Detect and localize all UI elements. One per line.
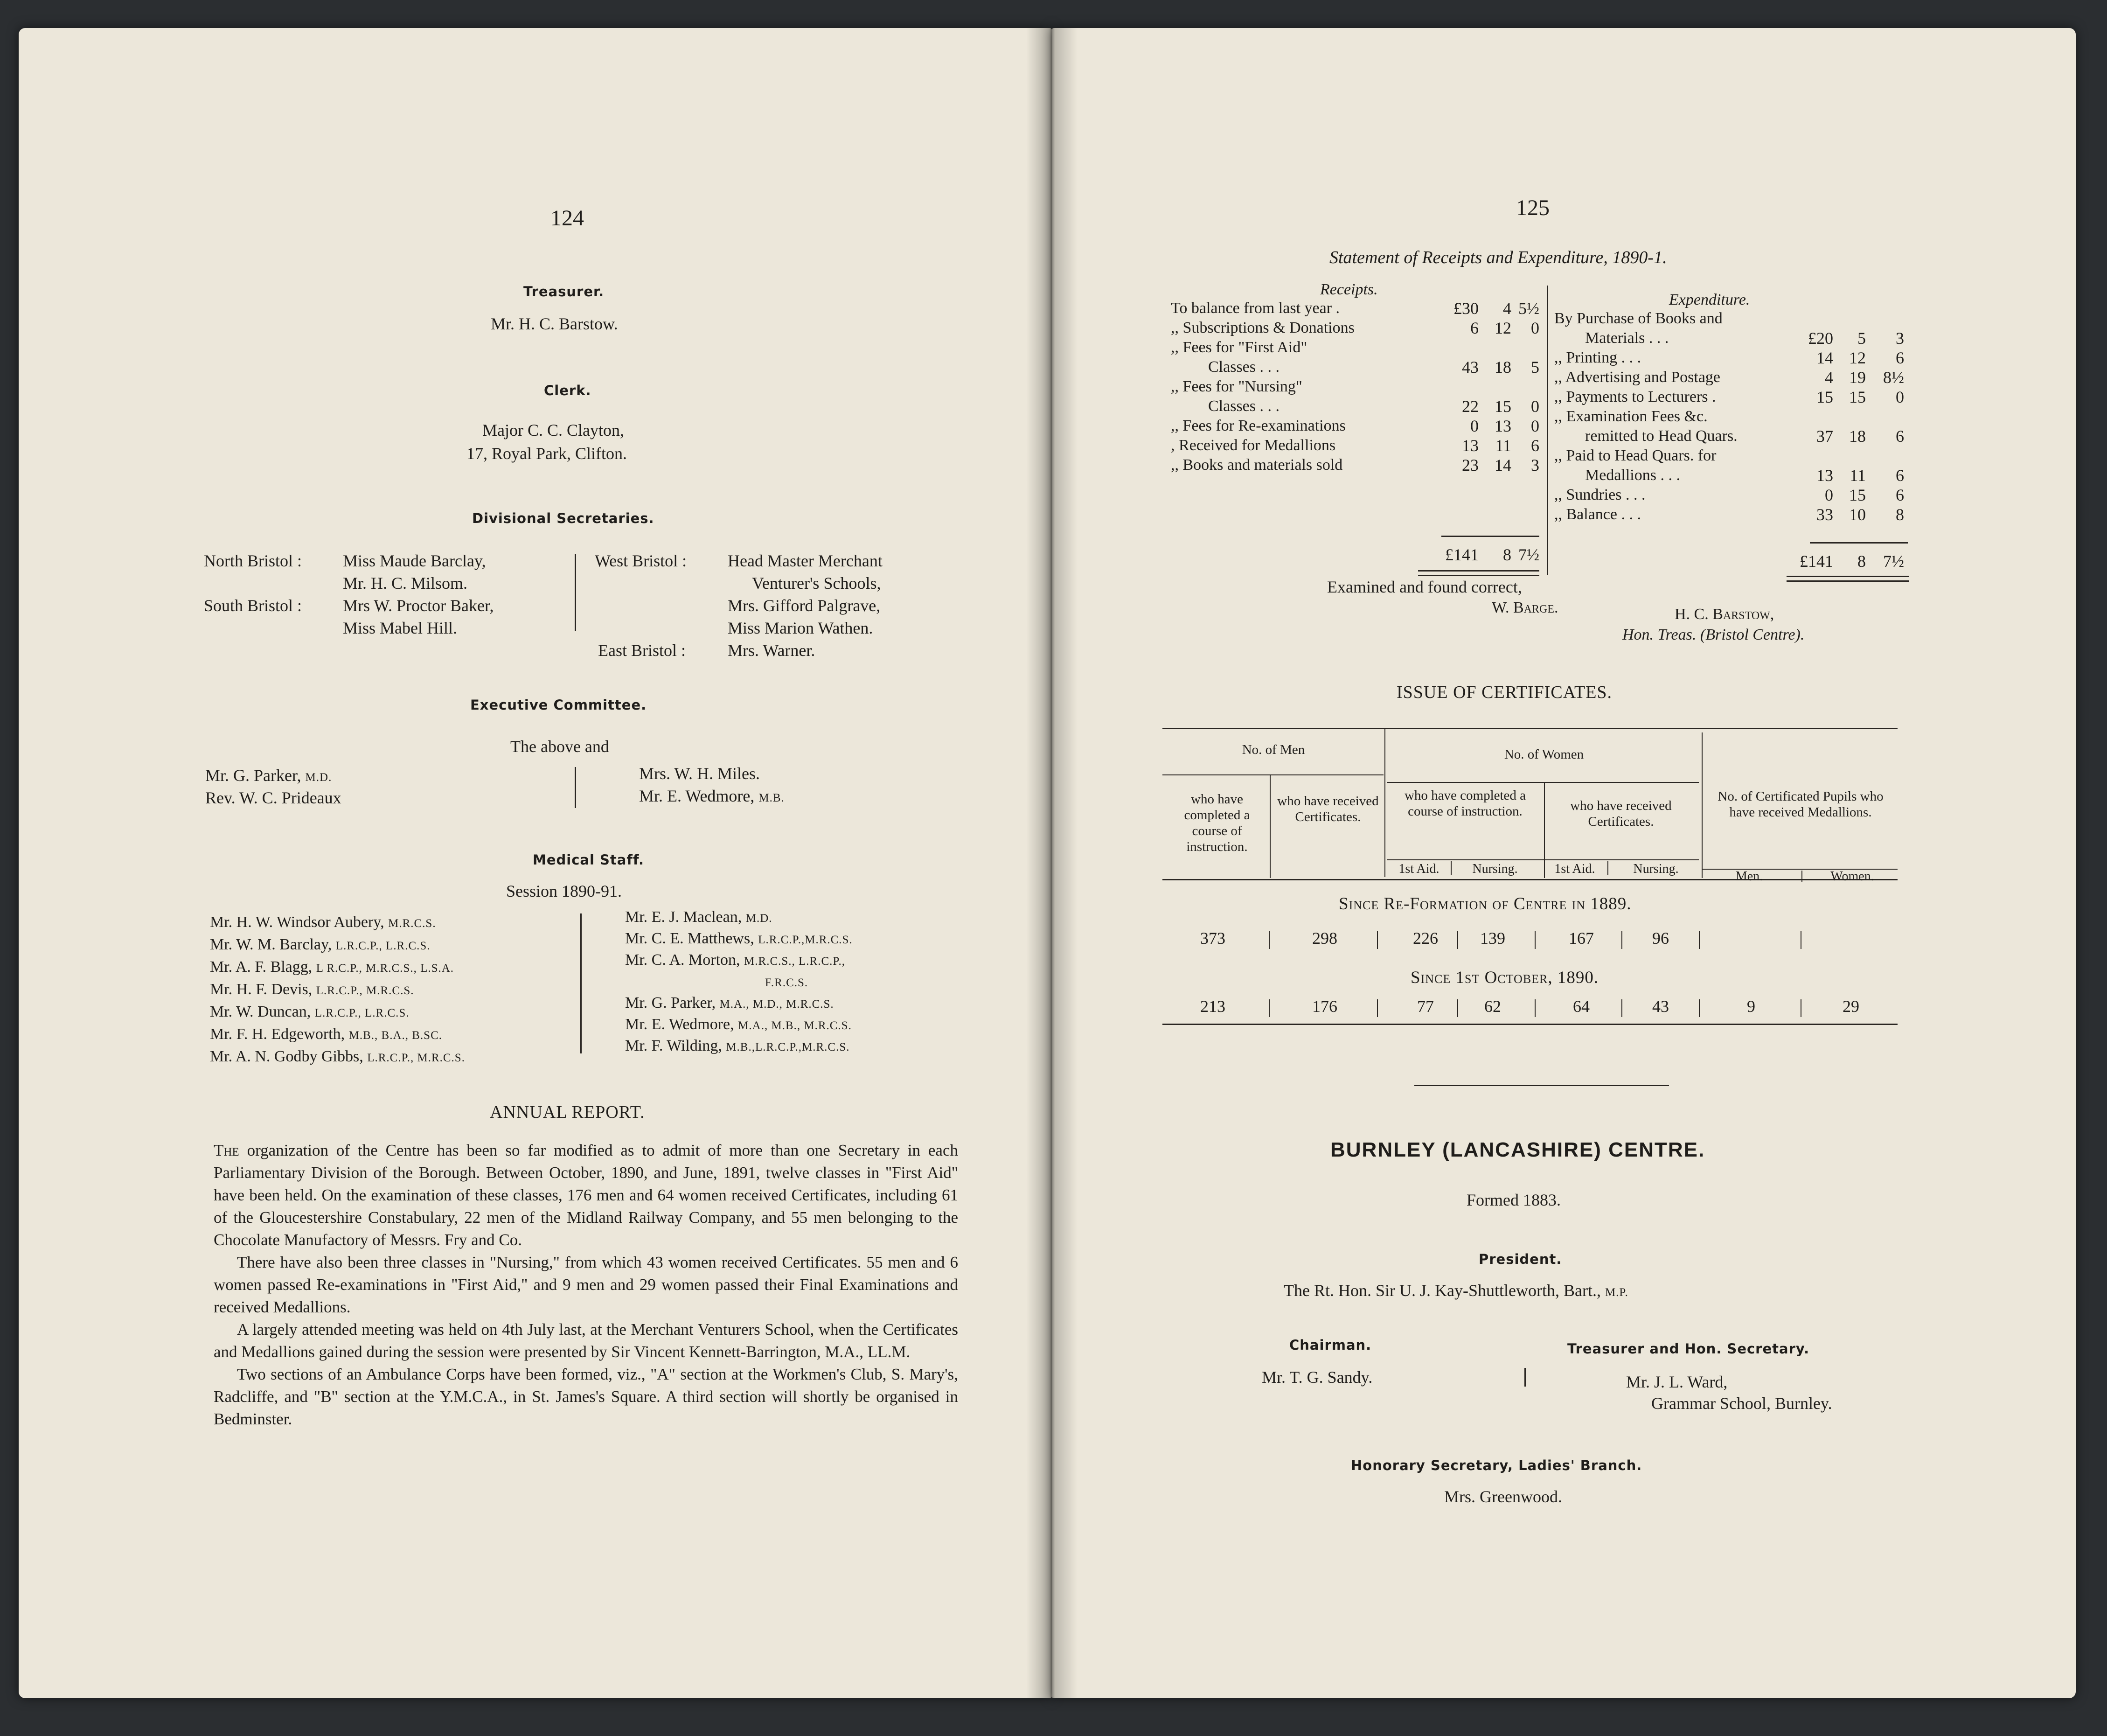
executive-member: Mrs. W. H. Miles. — [639, 764, 760, 783]
ledger-amount-pence: 3 — [1531, 456, 1539, 474]
section-separator — [1414, 1085, 1669, 1086]
report-paragraph: Two sections of an Ambulance Corps have been formed, viz., "A" section at the Workmen's Club, S. Mary's, Radcliffe, and "B" section at the Y.M.C.A., in St. James's Square. A third section will shortly be organised in Bedminster. — [214, 1365, 958, 1428]
period-2-label: Since 1st October, 1890. — [1411, 968, 1599, 987]
receipts-double-rule — [1418, 570, 1539, 572]
treasurer-title: Hon. Treas. (Bristol Centre). — [1622, 626, 1805, 643]
ledger-label: ,, Books and materials sold — [1171, 456, 1343, 474]
ledger-amount-pence: 6 — [1896, 466, 1904, 485]
treasurer-secretary-name: Mr. J. L. Ward, — [1626, 1373, 1728, 1391]
medical-staff-entry: Mr. E. J. Maclean, M.D. — [625, 908, 772, 926]
medical-staff-entry: Mr. A. N. Godby Gibbs, L.R.C.P., M.R.C.S. — [210, 1048, 465, 1065]
clerk-heading: Clerk. — [544, 383, 591, 398]
sub-divider — [1801, 871, 1802, 882]
receipts-heading: Receipts. — [1320, 281, 1378, 298]
cell-divider — [1377, 931, 1378, 949]
ledger-amount-pounds: £30 — [1453, 299, 1479, 318]
west-bristol-label: West Bristol : — [595, 551, 687, 570]
table-cell: 29 — [1843, 997, 1859, 1016]
ledger-amount-shillings: 15 — [1495, 397, 1511, 416]
ledger-label: Materials . . . — [1585, 329, 1669, 347]
burnley-formed: Formed 1883. — [1467, 1191, 1561, 1209]
table-rule — [1162, 1024, 1898, 1025]
ledger-amount-pounds: 23 — [1462, 456, 1479, 474]
medical-left-list — [210, 912, 465, 1068]
col-medallions: No. of Certificated Pupils who have received Medallions. — [1718, 789, 1884, 820]
ledger-label: ,, Sundries . . . — [1554, 486, 1646, 503]
ledger-label: ,, Payments to Lecturers . — [1554, 388, 1716, 405]
ledger-amount-pounds: 43 — [1462, 358, 1479, 376]
clerk-line-1: Major C. C. Clayton, — [482, 421, 624, 439]
ladies-branch-secretary: Mrs. Greenwood. — [1444, 1487, 1562, 1506]
ledger-amount-pounds: £20 — [1808, 329, 1833, 348]
treasurer-name: Mr. H. C. Barstow. — [491, 314, 618, 333]
cell-divider — [1269, 931, 1270, 949]
ledger-amount-pounds: 13 — [1462, 436, 1479, 455]
ledger-amount-shillings: 10 — [1849, 505, 1866, 524]
north-bristol-label: North Bristol : — [204, 551, 302, 570]
medical-right-list — [625, 907, 853, 1057]
president-name: The Rt. Hon. Sir U. J. Kay-Shuttleworth, Bart., M.P. — [1284, 1281, 1628, 1300]
ledger-amount-pounds: 22 — [1462, 397, 1479, 416]
president-heading: President. — [1479, 1251, 1562, 1267]
executive-heading: Executive Committee. — [470, 697, 647, 713]
west-bristol-name-4: Miss Marion Wathen. — [728, 619, 873, 637]
expenditure-rule — [1810, 542, 1908, 544]
ledger-amount-pence: 8½ — [1883, 368, 1904, 387]
ledger-amount-shillings: 18 — [1849, 427, 1866, 446]
ledger-amount-shillings: 4 — [1503, 299, 1511, 318]
sub-medallion-men: Men. — [1735, 869, 1763, 884]
ledger-amount-pence: 0 — [1896, 388, 1904, 406]
ledger-amount-pence: 6 — [1896, 349, 1904, 367]
medical-staff-entry: Mr. C. E. Matthews, L.R.C.P.,M.R.C.S. — [625, 930, 853, 947]
expenditure-heading: Expenditure. — [1669, 291, 1750, 308]
medical-staff-entry: Mr. W. Duncan, L.R.C.P., L.R.C.S. — [210, 1003, 410, 1020]
sub-divider — [1451, 861, 1452, 875]
table-rule — [1162, 774, 1384, 775]
table-cell: 43 — [1652, 997, 1669, 1016]
ledger-amount-pounds: 37 — [1816, 427, 1833, 446]
table-cell: 176 — [1312, 997, 1337, 1016]
ledger-amount-shillings: 11 — [1495, 436, 1511, 455]
table-divider — [1544, 783, 1545, 878]
table-divider — [1702, 732, 1703, 878]
ledger-amount-shillings: 12 — [1495, 319, 1511, 337]
report-paragraph: The organization of the Centre has been so far modified as to admit of more than one Secretary in each Parliamentary Division of the Borough. Between October, 1890, and June, 1891, twelve classes in "First Aid" have been held. On the examination of these classes, 176 men and 64 women received Certificates, including 61 of the Gloucestershire Constabulary, 22 men of the Midland Railway Company, and 55 men belonging to the Chocolate Manufactory of Messrs. Fry and Co. — [214, 1141, 959, 1249]
ledger-amount-pounds: 0 — [1825, 486, 1833, 504]
medical-staff-entry: Mr. A. F. Blagg, L R.C.P., M.R.C.S., L.S.A. — [210, 958, 454, 976]
col-women-completed: who have completed a course of instruction. — [1404, 788, 1526, 819]
medical-heading: Medical Staff. — [533, 852, 645, 868]
ledger-amount-shillings: 15 — [1849, 486, 1866, 504]
receipts-total-pence: 7½ — [1518, 545, 1539, 564]
medical-staff-entry: Mr. H. F. Devis, L.R.C.P., M.R.C.S. — [210, 981, 414, 998]
executive-intro: The above and — [510, 737, 609, 756]
expenditure-double-rule — [1787, 580, 1909, 582]
table-cell: 226 — [1413, 929, 1438, 948]
statement-divider — [1547, 286, 1548, 575]
col-header-women: No. of Women — [1504, 747, 1584, 762]
cell-divider — [1269, 999, 1270, 1017]
cell-divider — [1457, 931, 1458, 949]
examined-note: Examined and found correct, — [1327, 578, 1522, 596]
treasurer-secretary-address: Grammar School, Burnley. — [1651, 1394, 1832, 1413]
ledger-amount-pence: 5½ — [1518, 299, 1539, 318]
ledger-label: ,, Paid to Head Quars. for — [1554, 447, 1717, 464]
medical-divider — [580, 913, 582, 1053]
receipts-rule — [1441, 536, 1539, 537]
west-bristol-name-1: Head Master Merchant — [728, 551, 883, 570]
medical-staff-entry: Mr. F. Wilding, M.B.,L.R.C.P.,M.R.C.S. — [625, 1037, 850, 1054]
south-bristol-name-1: Mrs W. Proctor Baker, — [343, 596, 494, 615]
ledger-label: ,, Fees for Re-examinations — [1171, 417, 1346, 434]
ledger-label: Medallions . . . — [1585, 467, 1680, 484]
period-1-label: Since Re-Formation of Centre in 1889. — [1339, 894, 1632, 913]
cell-divider — [1621, 931, 1622, 949]
ledger-label: ,, Examination Fees &c. — [1554, 408, 1708, 425]
table-cell: 139 — [1480, 929, 1505, 948]
certificates-heading: ISSUE OF CERTIFICATES. — [1397, 683, 1613, 702]
report-paragraph: There have also been three classes in "Nursing," from which 43 women received Certificates. 55 men and 6 women passed Re-examinations in "First Aid," and 9 men and 29 women passed their Final Examinations and received Medallions. — [214, 1253, 958, 1316]
col-men-completed: who have completed a course of instruction. — [1184, 792, 1250, 854]
medical-staff-entry: Mr. F. H. Edgeworth, M.B., B.A., B.SC. — [210, 1025, 442, 1043]
ledger-label: To balance from last year . — [1171, 300, 1340, 317]
south-bristol-label: South Bristol : — [204, 596, 302, 615]
sub-nursing: Nursing. — [1472, 862, 1518, 876]
sub-divider — [1607, 861, 1608, 875]
table-cell: 96 — [1652, 929, 1669, 948]
cell-divider — [1699, 999, 1700, 1017]
clerk-line-2: 17, Royal Park, Clifton. — [466, 444, 627, 463]
ledger-label: ,, Subscriptions & Donations — [1171, 319, 1355, 336]
table-cell: 167 — [1569, 929, 1594, 948]
expenditure-total-shillings: 8 — [1857, 552, 1866, 571]
west-bristol-name-3: Mrs. Gifford Palgrave, — [728, 596, 881, 615]
sub-first-aid: 1st Aid. — [1554, 862, 1595, 876]
col-men-received: who have received Certificates. — [1277, 794, 1379, 824]
south-bristol-name-2: Miss Mabel Hill. — [343, 619, 458, 637]
table-cell: 62 — [1484, 997, 1501, 1016]
receipts-total-pounds: £141 — [1445, 545, 1479, 564]
ledger-label: ,, Balance . . . — [1554, 506, 1641, 523]
receipts-double-rule — [1418, 575, 1539, 576]
ledger-label: remitted to Head Quars. — [1585, 427, 1738, 445]
annual-report-body — [214, 1139, 958, 1430]
ledger-amount-shillings: 5 — [1857, 329, 1866, 348]
ledger-amount-pounds: 14 — [1816, 349, 1833, 367]
ledger-amount-shillings: 12 — [1849, 349, 1866, 367]
medical-staff-entry: Mr. W. M. Barclay, L.R.C.P., L.R.C.S. — [210, 936, 431, 953]
ledger-label: ,, Fees for "Nursing" — [1171, 378, 1302, 395]
ledger-amount-shillings: 13 — [1495, 417, 1511, 435]
col-women-received: who have received Certificates. — [1570, 798, 1672, 829]
treasurer-secretary-heading: Treasurer and Hon. Secretary. — [1567, 1341, 1810, 1357]
cell-divider — [1699, 931, 1700, 949]
cell-divider — [1535, 999, 1536, 1017]
page-number-left: 124 — [550, 206, 584, 230]
north-bristol-name-1: Miss Maude Barclay, — [343, 551, 486, 570]
receipts-total-shillings: 8 — [1503, 545, 1511, 564]
treasurer-signature: H. C. Barstow, — [1675, 606, 1774, 623]
ledger-amount-shillings: 11 — [1850, 466, 1866, 485]
statement-title: Statement of Receipts and Expenditure, 1890-1. — [1329, 248, 1667, 267]
cell-divider — [1535, 931, 1536, 949]
expenditure-total-pence: 7½ — [1883, 552, 1904, 571]
sub-nursing: Nursing. — [1633, 862, 1679, 876]
burnley-title: BURNLEY (LANCASHIRE) CENTRE. — [1330, 1138, 1705, 1161]
ledger-label: , Received for Medallions — [1171, 437, 1336, 454]
cell-divider — [1621, 999, 1622, 1017]
table-cell: 9 — [1747, 997, 1755, 1016]
east-bristol-label: East Bristol : — [598, 641, 686, 660]
executive-member: Rev. W. C. Prideaux — [205, 788, 341, 807]
chairman-heading: Chairman. — [1289, 1337, 1372, 1353]
ledger-label: ,, Advertising and Postage — [1554, 369, 1721, 386]
page-number-right: 125 — [1516, 195, 1550, 220]
north-bristol-name-2: Mr. H. C. Milsom. — [343, 574, 468, 593]
ledger-amount-pence: 3 — [1896, 329, 1904, 348]
table-rule — [1387, 782, 1699, 783]
executive-member: Mr. E. Wedmore, M.B. — [639, 787, 785, 805]
medical-staff-entry: F.R.C.S. — [765, 976, 808, 989]
east-bristol-name: Mrs. Warner. — [728, 641, 815, 660]
executive-member: Mr. G. Parker, M.D. — [205, 766, 332, 785]
medical-staff-entry: Mr. G. Parker, M.A., M.D., M.R.C.S. — [625, 994, 834, 1011]
ledger-amount-pence: 6 — [1896, 486, 1904, 504]
report-paragraph: A largely attended meeting was held on 4th July last, at the Merchant Venturers School, when the Certificates and Medallions gained during the session were presented by Sir Vincent Kennett-Barrington, M.A., LL.M. — [214, 1320, 958, 1361]
ladies-branch-heading: Honorary Secretary, Ladies' Branch. — [1351, 1457, 1642, 1473]
ledger-amount-pounds: 33 — [1816, 505, 1833, 524]
medical-staff-entry: Mr. H. W. Windsor Aubery, M.R.C.S. — [210, 913, 436, 931]
ledger-amount-pence: 6 — [1531, 436, 1539, 455]
chairman-name: Mr. T. G. Sandy. — [1262, 1368, 1373, 1387]
auditor-signature: W. Barge. — [1492, 599, 1558, 616]
table-cell: 298 — [1312, 929, 1337, 948]
ledger-amount-pounds: 4 — [1825, 368, 1833, 387]
col-header-men: No. of Men — [1242, 742, 1305, 757]
cell-divider — [1457, 999, 1458, 1017]
west-bristol-name-2: Venturer's Schools, — [752, 574, 881, 593]
table-divider — [1384, 728, 1385, 877]
ledger-amount-pounds: 15 — [1816, 388, 1833, 406]
expenditure-double-rule — [1787, 576, 1909, 577]
ledger-amount-pence: 8 — [1896, 505, 1904, 524]
table-cell: 213 — [1200, 997, 1225, 1016]
medical-session: Session 1890-91. — [506, 882, 622, 900]
ledger-amount-pounds: 13 — [1816, 466, 1833, 485]
cell-divider — [1377, 999, 1378, 1017]
ledger-label: By Purchase of Books and — [1554, 310, 1723, 327]
ledger-amount-shillings: 15 — [1849, 388, 1866, 406]
ledger-amount-pounds: 0 — [1470, 417, 1479, 435]
divisional-divider — [575, 554, 576, 631]
ledger-amount-pounds: 6 — [1470, 319, 1479, 337]
ledger-amount-pence: 6 — [1896, 427, 1904, 446]
burnley-divider — [1524, 1368, 1526, 1387]
table-cell: 373 — [1200, 929, 1225, 948]
table-rule — [1387, 859, 1699, 860]
treasurer-heading: Treasurer. — [523, 284, 605, 300]
expenditure-total-pounds: £141 — [1800, 552, 1833, 571]
table-cell: 64 — [1573, 997, 1590, 1016]
ledger-amount-pence: 0 — [1531, 319, 1539, 337]
annual-report-heading: ANNUAL REPORT. — [490, 1102, 645, 1122]
ledger-amount-shillings: 19 — [1849, 368, 1866, 387]
medical-staff-entry: Mr. C. A. Morton, M.R.C.S., L.R.C.P., — [625, 951, 846, 969]
divisional-heading: Divisional Secretaries. — [472, 510, 654, 526]
ledger-amount-shillings: 14 — [1495, 456, 1511, 474]
book-spine — [1026, 28, 1078, 1698]
ledger-amount-shillings: 18 — [1495, 358, 1511, 376]
table-divider — [1270, 775, 1271, 878]
ledger-amount-pence: 0 — [1531, 397, 1539, 416]
table-rule — [1162, 728, 1898, 729]
ledger-label: Classes . . . — [1208, 358, 1279, 376]
table-cell: 77 — [1417, 997, 1434, 1016]
ledger-label: Classes . . . — [1208, 397, 1279, 415]
ledger-label: ,, Fees for "First Aid" — [1171, 339, 1307, 356]
ledger-amount-pence: 5 — [1531, 358, 1539, 376]
ledger-amount-pence: 0 — [1531, 417, 1539, 435]
ledger-label: ,, Printing . . . — [1554, 349, 1641, 366]
sub-medallion-women: Women. — [1830, 869, 1874, 884]
sub-first-aid: 1st Aid. — [1398, 862, 1439, 876]
medical-staff-entry: Mr. E. Wedmore, M.A., M.B., M.R.C.S. — [625, 1016, 852, 1033]
executive-divider — [575, 767, 576, 808]
